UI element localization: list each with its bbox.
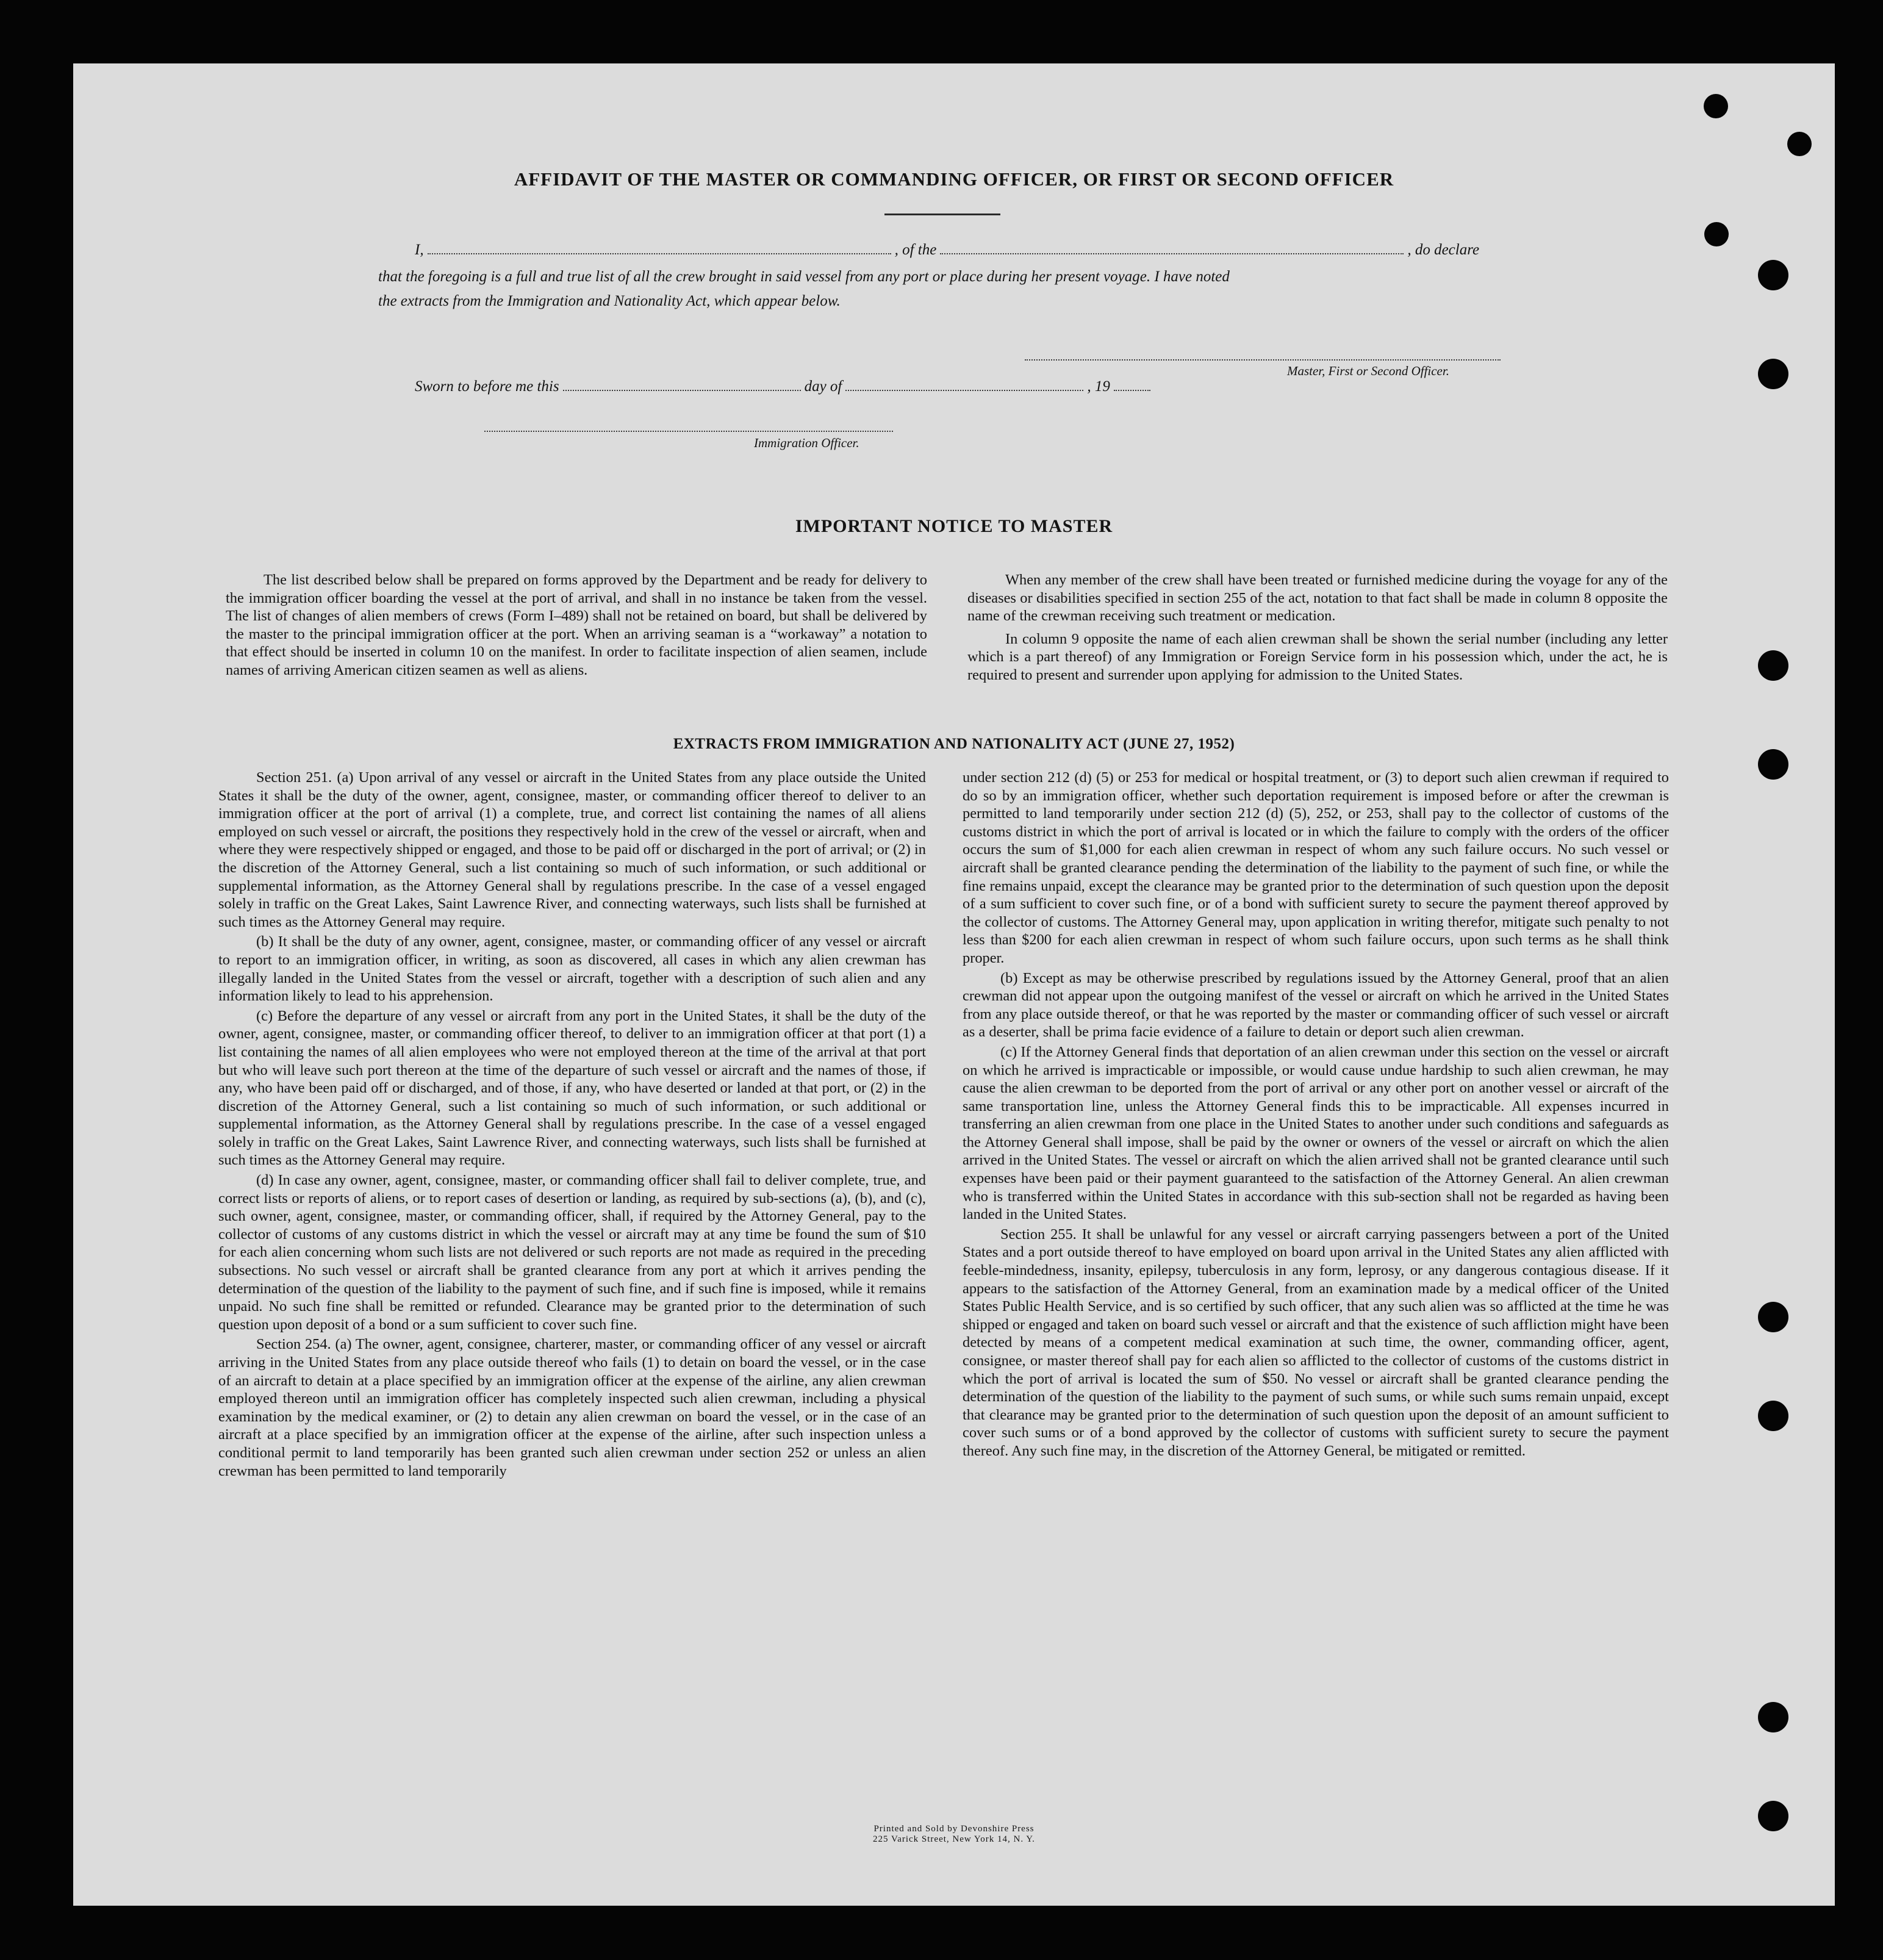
- sworn-label: Sworn to before me this: [415, 378, 559, 395]
- notice-right-column: [967, 571, 1668, 686]
- punch-hole: [1758, 650, 1788, 681]
- section-251-b: (b) It shall be the duty of any owner, agent, consignee, master, or commanding officer of any vessel or aircraft to report to an immigration officer, in writing, as soon as discovered, all cases in which any alien crewman has illegally landed in the United States from the vessel or aircraft, together with a description of such alien and any information likely to lead to his apprehension.: [218, 933, 926, 1005]
- master-signature-label: Master, First or Second Officer.: [1287, 364, 1449, 378]
- printer-line-2: 225 Varick Street, New York 14, N. Y.: [873, 1834, 1035, 1844]
- extracts-left-column: [218, 769, 926, 1482]
- notice-left-column: [226, 571, 927, 681]
- section-255: Section 255. It shall be unlawful for any vessel or aircraft carrying passengers between a port of the United States and a port outside thereof to have employed on board upon arrival in the United States any alien afflicted with feeble-mindedness, insanity, epilepsy, tuberculosis in any form, leprosy, or any dangerous contagious disease. If it appears to the satisfaction of the Attorney General, from an examination made by a medical officer of the United States Public Health Service, and is so certified by such officer, that any such alien was so afflicted at the time he was shipped or engaged and taken on board such vessel or aircraft and that the existence of such affliction might have been detected by means of a competent medical examination at such time, the owner, commanding officer, agent, consignee, or master thereof shall pay for each alien so afflicted to the collector of customs of the customs district in which the port of arrival is located the sum of $50. No vessel or aircraft shall be granted clearance pending the determination of the question of the liability to the payment of such sums, or while such sums remain unpaid, except that clearance may be granted prior to the determination of such question upon the deposit of an amount sufficient to cover such sums or of a bond approved by the collector of customs with sufficient surety to secure the payment thereof. Any such fine may, in the discretion of the Attorney General, be mitigated or remitted.: [963, 1226, 1669, 1459]
- declaration-text-2: the extracts from the Immigration and Nationality Act, which appear below.: [378, 293, 841, 309]
- year-label: , 19: [1087, 378, 1110, 395]
- heading-rule: [884, 214, 1000, 215]
- notice-right-paragraph-1: When any member of the crew shall have been treated or furnished medicine during the voyage for any of the diseases or disabilities specified in section 255 of the act, notation to that fact shall be made in column 8 opposite the name of the crewman receiving such treatment or medication.: [967, 572, 1668, 625]
- vessel-label: , of the: [894, 242, 937, 258]
- printer-imprint: [73, 1824, 1835, 1845]
- sworn-line: [415, 378, 1154, 395]
- officer-signature-field[interactable]: [484, 431, 893, 432]
- section-254-c: (c) If the Attorney General finds that deportation of an alien crewman under this section on the vessel or aircraft on which he arrived is impracticable or impossible, or would cause undue hardship to such alien crewman, he may cause the alien crewman to be deported from the port of arrival or any other port on another vessel or aircraft of the same transportation line, unless the Attorney General finds this to be impracticable. All expenses incurred in transferring an alien crewman from one place in the United States to another under such conditions and safeguards as the Attorney General shall impose, shall be paid by the owner or owners of the vessel or aircraft on which the alien arrived in the United States. The vessel or aircraft on which the alien arrived shall not be granted clearance until such expenses have been paid or their payment guaranteed to the satisfaction of the Attorney General. An alien crewman who is transferred within the United States in accordance with this sub-section shall not be regarded as having been landed in the United States.: [963, 1043, 1669, 1223]
- master-signature-field[interactable]: [1025, 359, 1501, 361]
- declaration-text-1: that the foregoing is a full and true list of all the crew brought in said vessel from any port or place during her present voyage. I have noted: [378, 268, 1230, 285]
- document-page: [73, 63, 1835, 1906]
- section-251-d: (d) In case any owner, agent, consignee, master, or commanding officer shall fail to deliver complete, true, and correct lists or reports of aliens, or to report cases of desertion or landing, as required by sub-sections (a), (b), and (c), such owner, agent, consignee, master, or commanding officer, shall, if required by the Attorney General, pay to the collector of customs of any customs district in which the vessel or aircraft may at any time be found the sum of $10 for each alien concerning whom such lists are not delivered or such reports are not made as required in the preceding subsections. No such vessel or aircraft shall be granted clearance from any port at which it arrives pending the determination of the question of the liability to the payment of such fine, and if such fine is imposed, while it remains unpaid. No such fine shall be remitted or refunded. Clearance may be granted prior to the determination of such question upon deposit of a bond or a sum sufficient to cover such fine.: [218, 1172, 926, 1333]
- punch-hole: [1704, 222, 1729, 246]
- declare-label: , do declare: [1407, 242, 1480, 258]
- vessel-field[interactable]: [940, 252, 1404, 254]
- sworn-month-field[interactable]: [845, 389, 1083, 391]
- declarant-label: I,: [415, 242, 424, 258]
- extracts-heading: EXTRACTS FROM IMMIGRATION AND NATIONALITY ACT (JUNE 27, 1952): [673, 736, 1235, 752]
- sworn-day-field[interactable]: [563, 389, 801, 391]
- punch-hole: [1758, 1302, 1788, 1332]
- day-of-label: day of: [804, 378, 842, 395]
- notice-left-paragraph: The list described below shall be prepared on forms approved by the Department and be ready for delivery to the immigration officer boarding the vessel at the port of arrival, and shall in no instance be taken from the vessel. The list of changes of alien members of crews (Form I–489) shall not be retained on board, but shall be delivered by the master to the principal immigration officer at the port. When an arriving seaman is a “workaway” a notation to that effect should be inserted in column 10 on the manifest. In order to facilitate inspection of alien seamen, include names of arriving American citizen seamen as well as aliens.: [226, 572, 927, 678]
- punch-hole: [1758, 749, 1788, 780]
- officer-signature-label: Immigration Officer.: [754, 436, 859, 450]
- declarant-line: [415, 242, 1586, 259]
- punch-hole: [1758, 359, 1788, 389]
- punch-hole: [1758, 1401, 1788, 1431]
- section-254-a: Section 254. (a) The owner, agent, consignee, charterer, master, or commanding officer of any vessel or aircraft arriving in the United States from any place outside thereof who fails (1) to detain on board the vessel, or in the case of an aircraft to detain at a place specified by an immigration officer at the expense of the airline, any alien crewman employed thereon until an immigration officer has completely inspected such alien crewman, including a physical examination by the medical examiner, or (2) to detain any alien crewman on board the vessel, or in the case of an aircraft at a place specified by an immigration officer at the expense of the airline, after such inspection unless a conditional permit to land temporarily has been granted such alien crewman under section 252 or unless an alien crewman has been permitted to land temporarily: [218, 1336, 926, 1479]
- notice-right-paragraph-2: In column 9 opposite the name of each alien crewman shall be shown the serial number (including any letter which is a part thereof) of any Immigration or Foreign Service form in his possession which, under the act, he is required to present and surrender upon applying for admission to the United States.: [967, 630, 1668, 683]
- notice-heading: IMPORTANT NOTICE TO MASTER: [795, 516, 1113, 536]
- section-254-a-continued: under section 212 (d) (5) or 253 for medical or hospital treatment, or (3) to deport such alien crewman if required to do so by an immigration officer, whether such deportation requirement is imposed before or after the crewman is permitted to land temporarily under section 212 (d) (5), 252, or 253, shall pay to the collector of customs of the customs district in which the port of arrival is located or in which the failure to comply with the orders of the officer occurs the sum of $1,000 for each alien crewman in respect of whom any such failure occurs. No such vessel or aircraft shall be granted clearance pending the determination of the liability to the payment of such fine, or while the fine remains unpaid, except the clearance may be granted prior to the determination of such question upon the deposit of a sum sufficient to cover such fine, or of a bond with sufficient surety to secure the payment thereof approved by the collector of customs. The Attorney General may, upon application in writing therefor, mitigate such penalty to not less than $200 for each alien crewman in respect of whom such failure occurs, upon such terms as he shall think proper.: [963, 769, 1669, 966]
- extracts-right-column: [963, 769, 1669, 1462]
- punch-hole: [1758, 1702, 1788, 1732]
- section-251-c: (c) Before the departure of any vessel or aircraft from any port in the United States, it shall be the duty of the owner, agent, consignee, master, or commanding officer thereof, to deliver to an immigration officer at that port (1) a list containing the names of all alien employees who were not employed thereon at the time of the arrival at that port but who will leave such port thereon at the time of the departure of such vessel or aircraft and the names of those, if any, who have been paid off or discharged, and of those, if any, who have deserted or landed at that port, or (2) in the discretion of the Attorney General, such a list containing so much of such information, or such additional or supplemental information, as the Attorney General shall by regulations prescribe. In the case of a vessel engaged solely in traffic on the Great Lakes, Saint Lawrence River, and connecting waterways, such lists shall be furnished at such times as the Attorney General may require.: [218, 1007, 926, 1169]
- name-field[interactable]: [428, 252, 891, 254]
- section-254-b: (b) Except as may be otherwise prescribed by regulations issued by the Attorney General, proof that an alien crewman did not appear upon the outgoing manifest of the vessel or aircraft on which he arrived in the United States from any place outside thereof, or that he was reported by the master or commanding officer of such vessel or aircraft as a deserter, shall be prima facie evidence of a failure to detain or deport such alien crewman.: [963, 969, 1669, 1041]
- punch-hole: [1787, 132, 1812, 156]
- affidavit-heading: AFFIDAVIT OF THE MASTER OR COMMANDING OFFICER, OR FIRST OR SECOND OFFICER: [514, 168, 1394, 190]
- sworn-year-field[interactable]: [1114, 389, 1150, 391]
- punch-hole: [1758, 260, 1788, 290]
- punch-hole: [1704, 94, 1728, 118]
- printer-line-1: Printed and Sold by Devonshire Press: [873, 1824, 1035, 1834]
- section-251-a: Section 251. (a) Upon arrival of any vessel or aircraft in the United States from any place outside the United States it shall be the duty of the owner, agent, consignee, master, or commanding officer thereof to deliver to an immigration officer at the port of arrival (1) a complete, true, and correct list containing the names of all aliens employed on such vessel or aircraft, the positions they respectively hold in the crew of the vessel or aircraft, when and where they were respectively shipped or engaged, and those to be paid off or discharged in the port of arrival; or (2) in the discretion of the Attorney General, such a list containing so much of such information, or such additional or supplemental information, as the Attorney General shall by regulations prescribe. In the case of a vessel engaged solely in traffic on the Great Lakes, Saint Lawrence River, and connecting waterways, such lists shall be furnished at such times as the Attorney General may require.: [218, 769, 926, 930]
